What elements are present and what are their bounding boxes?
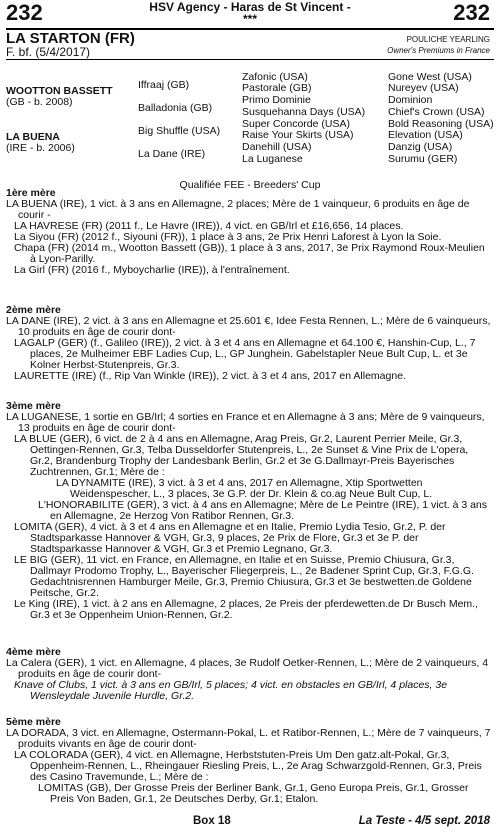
consignor-name: HSV Agency - Haras de St Vincent -	[149, 0, 351, 14]
sale-name: La Teste - 4/5 sept. 2018	[358, 815, 490, 827]
dam-line: LA BUENA (IRE), 1 vict. à 3 ans en Allemagne, 2 places; Mère de 1 vainqueur, 6 produits en âge de courir -	[6, 198, 470, 221]
qualification-note: Qualifiée FEE - Breeders' Cup	[179, 179, 321, 191]
produce-line: Le King (IRE), 1 vict. à 2 ans en Allemagne, 2 places, 2e Preis der pferdewetten.de Dr Busch Mem., Gr.3 et 3e Oppenheim Union-Rennen, Gr.2.	[14, 598, 478, 621]
owner-premium-note: Owner's Premiums in France	[387, 46, 490, 55]
produce-line: La Girl (FR) (2016 f., Myboycharlie (IRE)), à l'entraînement.	[14, 264, 290, 276]
produce-line: LAURETTE (IRE) (f., Rip Van Winkle (IRE)), 2 vict. à 3 et 4 ans, 2017 en Allemagne.	[14, 370, 406, 382]
section-heading: 2ème mère	[6, 304, 61, 316]
produce-line: LE BIG (GER), 11 vict. en France, en Allemagne, en Italie et en Suisse, Premio Chiusura, Gr.3, Dallmayr Prodomo Trophy, L., Bayerischer Fliegerpreis, L., 2e Badener Sprint Cup, Gr.3, F.G.G. Gedachtnisrennen Hamburger Meile, Gr.3, Premio Chiusura, Gr.3 et 3e bestwetten.de Goldene Peitsche, Gr.2.	[14, 554, 474, 599]
dam-section-2	[6, 305, 492, 382]
produce-line: LAGALP (GER) (f., Galileo (IRE)), 2 vict. à 3 et 4 ans en Allemagne et 64.100 €, Hanshin-Cup, L., 7 places, 2e Mulheimer EBF Ladies Cup, L., GP Junghein. Gabelstapler Neue Bult Cup, L. et 3e Kolner Herbst-Stutenpreis, Gr.3.	[14, 337, 476, 371]
pedigree-g3: Primo Dominie	[242, 94, 311, 106]
section-heading: 5ème mère	[6, 716, 61, 728]
dam-name: LA BUENA	[6, 131, 60, 143]
sire-name: WOOTTON BASSETT	[6, 85, 113, 97]
produce-line: LA HAVRESE (FR) (2011 f., Le Havre (IRE)), 4 vict. en GB/Irl et £16,656, 14 places.	[14, 220, 404, 232]
lot-number-right: 232	[453, 0, 490, 25]
pedigree-g3: Susquehanna Days (USA)	[242, 106, 366, 118]
pedigree-g3: Zafonic (USA)	[242, 71, 308, 83]
pedigree-g4: Surumu (GER)	[388, 153, 458, 165]
produce-line: La Siyou (FR) (2012 f., Siyouni (FR)), 1 place à 3 ans, 2e Prix Henri Laforest à Lyon la Soie.	[14, 231, 442, 243]
pedigree-g4: Dominion	[388, 94, 433, 106]
pedigree-g3: Raise Your Skirts (USA)	[242, 129, 354, 141]
pedigree-g2: Balladonia (GB)	[138, 102, 213, 114]
sire-info: (GB - b. 2008)	[6, 96, 73, 108]
pedigree-g2: La Dane (IRE)	[138, 148, 206, 160]
consignor-header	[0, 1, 500, 25]
dam-section-5	[6, 717, 492, 805]
produce-line: LA BLUE (GER), 6 vict. de 2 à 4 ans en Allemagne, Arag Preis, Gr.2, Laurent Perrier Meile, Gr.3, Oettingen-Rennen, Gr.3, Telba Dusseldorfer Stutenpreis, L., 2e Sunset & Vine Prix de L'opera, Gr.2, Brandenburg Trophy der Landesbank Berlin, Gr.2 et 3e G.Dallmayr-Preis Bayerisches Zuchtrennen, Gr.1; Mère de :	[14, 433, 469, 478]
pedigree-rule	[6, 59, 494, 60]
produce-line: LOMITAS (GB), Der Grosse Preis der Berliner Bank, Gr.1, Geno Europa Preis, Gr.1, Grosser Preis Von Baden, Gr.1, 2e Deutsches Derby, Gr.1; Etalon.	[38, 782, 469, 805]
dam-line: La Calera (GER), 1 vict. en Allemagne, 4 places, 3e Rudolf Oetker-Rennen, L.; Mère de 2 vainqueurs, 4 produits en âge de courir dont-	[6, 657, 489, 680]
box-number: Box 18	[193, 815, 231, 827]
pedigree-g3: La Luganese	[242, 153, 303, 165]
pedigree-g4: Nureyev (USA)	[388, 82, 459, 94]
pedigree-g4: Elevation (USA)	[388, 129, 463, 141]
pedigree-g3: Danehill (USA)	[242, 141, 312, 153]
produce-line: LOMITA (GER), 4 vict. à 3 et 4 ans en Allemagne et en Italie, Premio Lydia Tesio, Gr.2, P. der Stadtsparkasse Hannover & VGH, Gr.3, 9 places, 2e Prix de Flore, Gr.3 et 3e P. der Stadtsparkasse Hannover & VGH, Gr.3 et Premio Legnano, Gr.3.	[14, 521, 446, 555]
section-heading: 3ème mère	[6, 400, 61, 412]
pedigree-g3: Pastorale (GB)	[242, 82, 312, 94]
dam-info: (IRE - b. 2006)	[6, 142, 75, 154]
dam-section-1	[6, 188, 492, 276]
section-heading: 1ère mère	[6, 187, 56, 199]
produce-line: Knave of Clubs, 1 vict. à 3 ans en GB/Irl, 5 places; 4 vict. en obstacles en GB/Irl, 4 places, 3e Wensleydale Juvenile Hurdle, Gr.2.	[14, 679, 448, 702]
produce-line: Chapa (FR) (2014 m., Wootton Bassett (GB)), 1 place à 3 ans, 2017, 3e Prix Raymond Roux-Meulien à Lyon-Parilly.	[14, 242, 485, 265]
produce-line: LA DYNAMITE (IRE), 3 vict. à 3 et 4 ans, 2017 en Allemagne, Xtip Sportwetten Weidenspescher, L., 3 places, 3e G.P. der Dr. Klein & co.ag Neue Bult Cup, L.	[56, 477, 433, 500]
produce-line: L'HONORABILITE (GER), 3 vict. à 4 ans en Allemagne; Mère de Le Peintre (IRE), 1 vict. à 3 ans en Allemagne, 2e Herzog Von Ratibor Rennen, Gr.3.	[38, 499, 488, 522]
dam-line: LA LUGANESE, 1 sortie en GB/Irl; 4 sorties en France et en Allemagne à 3 ans; Mère de 9 vainqueurs, 13 produits en âge de courir dont-	[6, 411, 485, 434]
dam-section-4	[6, 647, 492, 702]
section-heading: 4ème mère	[6, 646, 61, 658]
pedigree-g3: Super Concorde (USA)	[242, 118, 350, 130]
horse-sex-dob: F. bf. (5/4/2017)	[6, 45, 91, 59]
horse-name: LA STARTON (FR)	[6, 30, 135, 47]
consignor-stars: ***	[242, 12, 257, 26]
produce-line: LA COLORADA (GER), 4 vict. en Allemagne, Herbststuten-Preis Um Den gatz.alt-Pokal, Gr.3, Oppenheim-Rennen, L., Rheingauer Riesling Preis, L., 2e Arag Schwarzgold-Rennen, Gr.3, Preis des Casino Travemunde, L.; Mère de :	[14, 749, 482, 783]
dam-line: LA DANE (IRE), 2 vict. à 3 ans en Allemagne et 25.601 €, Idee Festa Rennen, L.; Mère de 6 vainqueurs, 10 produits en âge de courir dont-	[6, 315, 491, 338]
dam-section-3	[6, 401, 492, 621]
pedigree-g4: Gone West (USA)	[388, 71, 472, 83]
pedigree-g4: Danzig (USA)	[388, 141, 453, 153]
dam-line: LA DORADA, 3 vict. en Allemagne, Ostermann-Pokal, L. et Ratibor-Rennen, L.; Mère de 7 vainqueurs, 7 produits vivants en âge de courir dont-	[6, 727, 491, 750]
horse-category: POULICHE YEARLING	[406, 35, 490, 44]
pedigree-g4: Bold Reasoning (USA)	[388, 118, 494, 130]
pedigree-g2: Big Shuffle (USA)	[138, 125, 221, 137]
pedigree-g2: Iffraaj (GB)	[138, 79, 190, 91]
pedigree-g4: Chief's Crown (USA)	[388, 106, 485, 118]
lot-number-left: 232	[6, 0, 43, 25]
